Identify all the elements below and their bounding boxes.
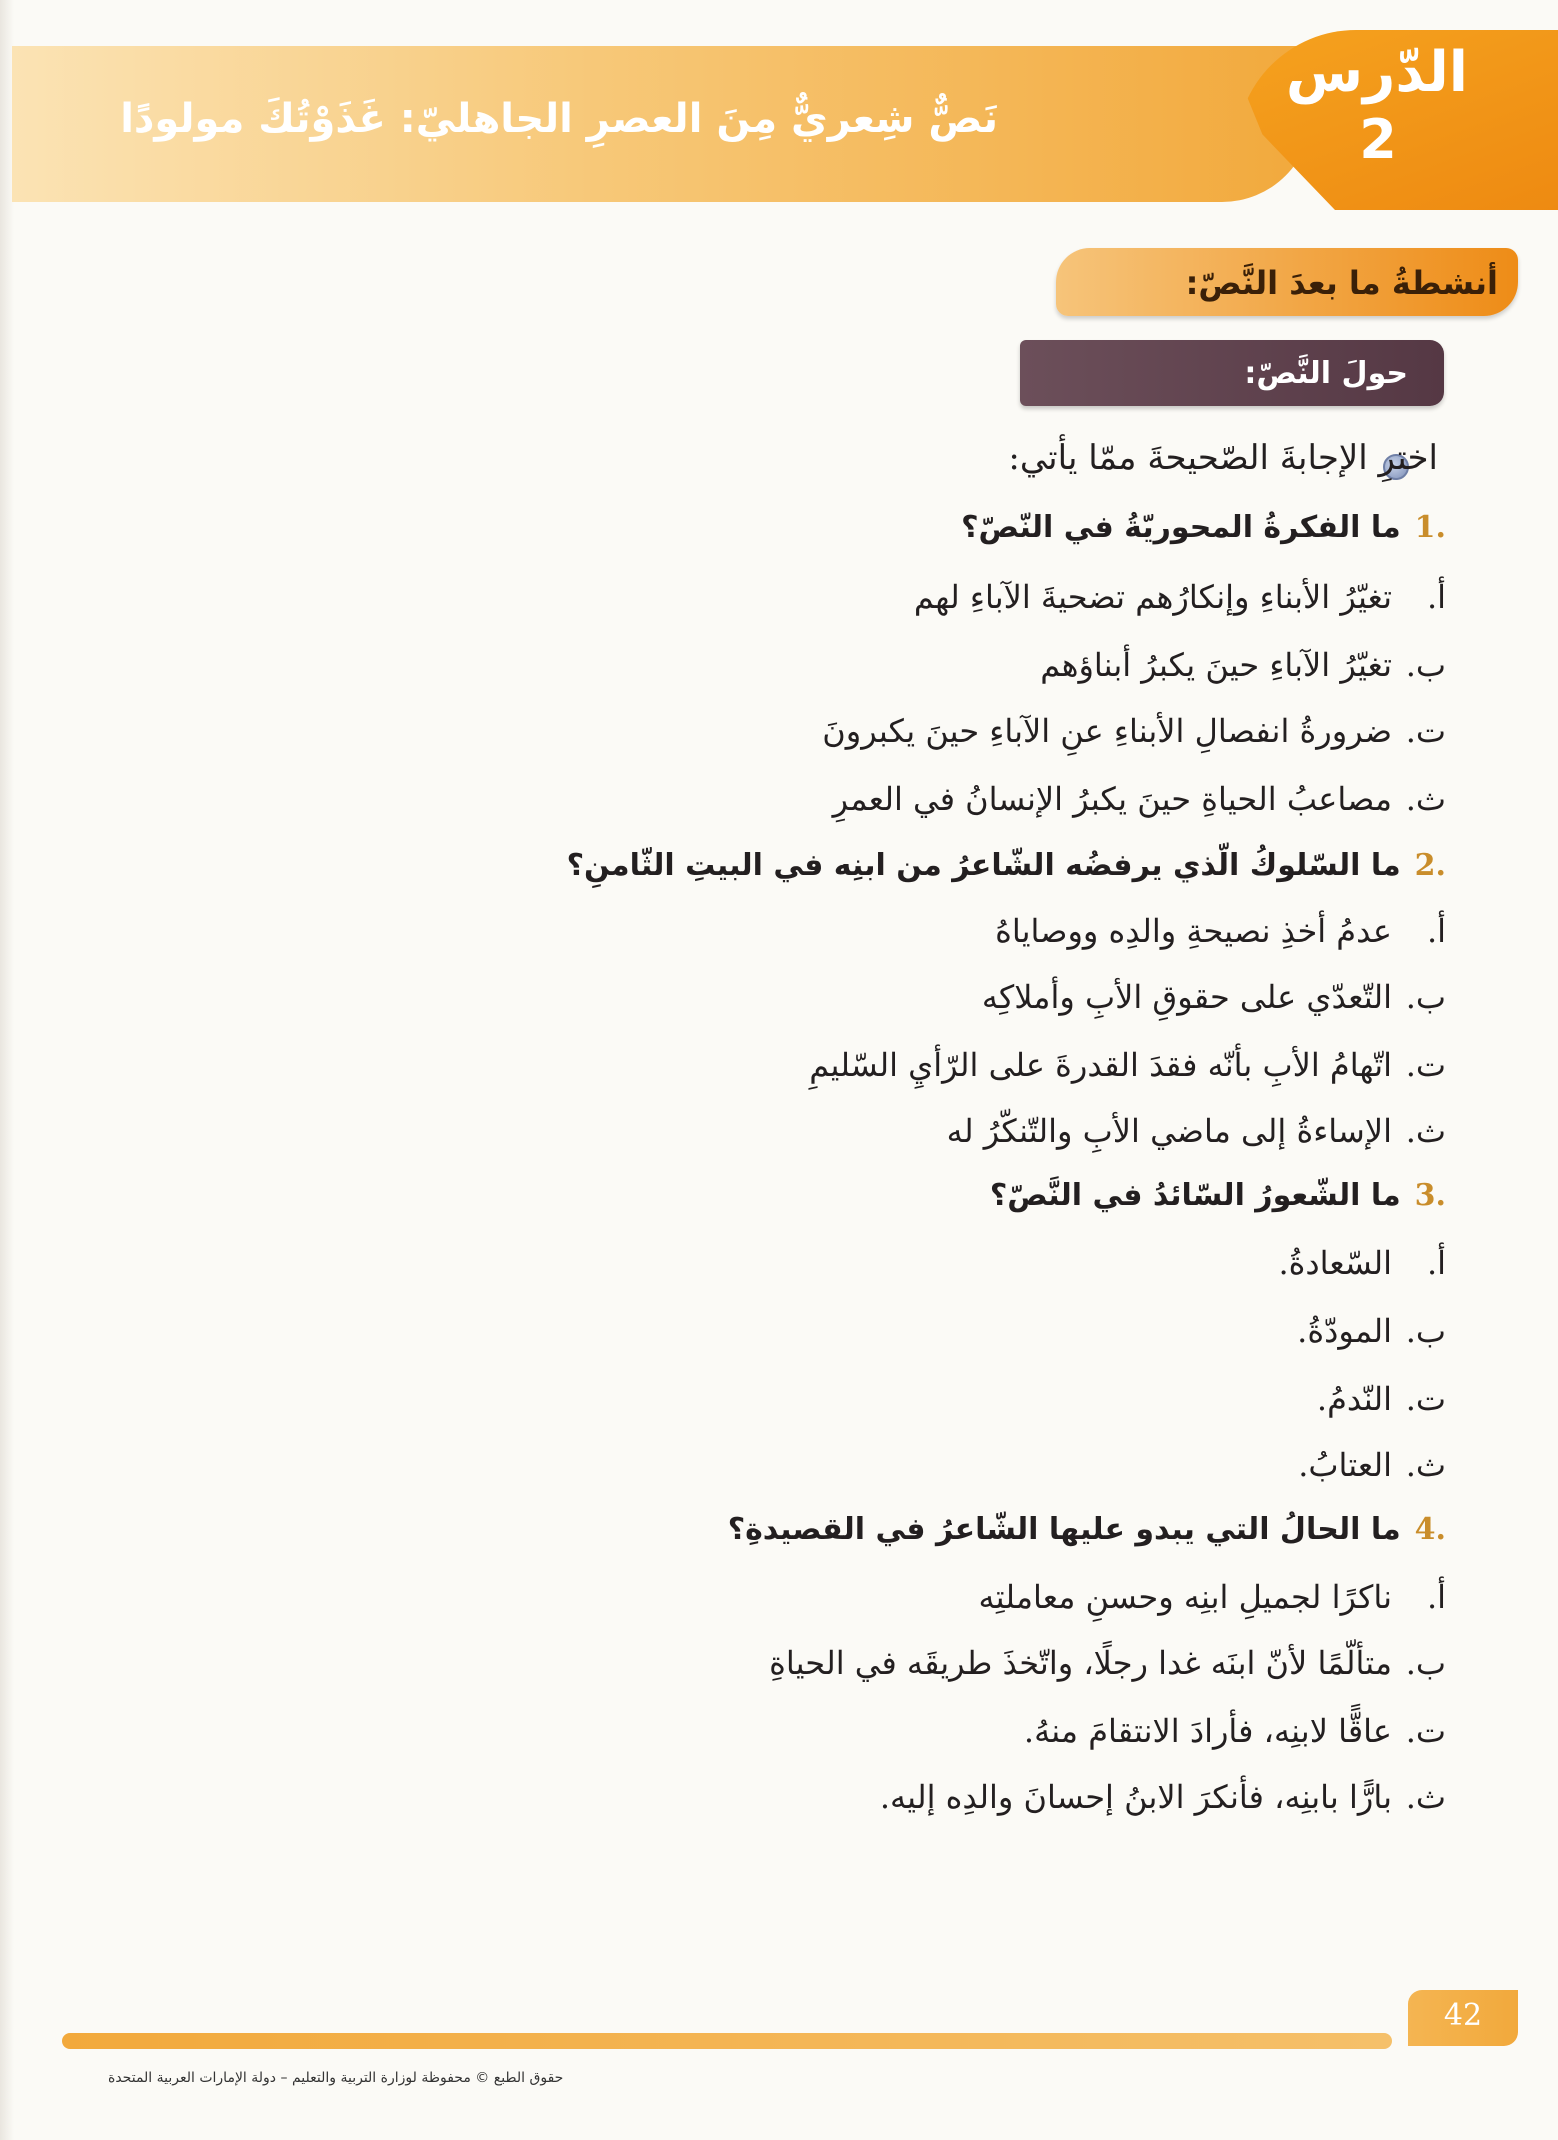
option-text: العتابُ.: [1298, 1446, 1392, 1484]
question-text: ما الحالُ التي يبدو عليها الشّاعرُ في القصيدةِ؟: [727, 1512, 1401, 1547]
option: [982, 978, 1446, 1016]
option: [809, 1046, 1446, 1084]
option-text: الإساءةُ إلى ماضي الأبِ والتّنكّرُ له: [946, 1112, 1392, 1150]
section-title: أنشطةُ ما بعدَ النَّصّ:: [1185, 264, 1498, 302]
question-4: [728, 1512, 1446, 1547]
question-1: [961, 510, 1446, 545]
option-text: مصاعبُ الحياةِ حينَ يكبرُ الإنسانُ في العمرِ: [832, 780, 1392, 818]
option-letter: ب.: [1405, 1644, 1446, 1682]
option-letter: ت.: [1405, 1046, 1446, 1084]
question-2: [567, 848, 1446, 883]
option: [914, 578, 1446, 616]
option: [1040, 646, 1446, 684]
question-text: ما الفكرةُ المحوريّةُ في النّصّ؟: [961, 510, 1401, 545]
option-text: النّدمُ.: [1316, 1380, 1392, 1418]
question-number: .3: [1414, 1178, 1446, 1213]
option-text: عاقًّا لابنِه، فأرادَ الانتقامَ منهُ.: [1023, 1712, 1392, 1750]
footer-rule: [62, 2033, 1392, 2049]
option-letter: أ.: [1426, 578, 1446, 616]
option: [947, 1112, 1446, 1150]
option: [1298, 1446, 1446, 1484]
option-text: تغيّرُ الأبناءِ وإنكارُهم تضحيةَ الآباءِ لهم: [913, 578, 1392, 616]
option-letter: ت.: [1405, 1712, 1446, 1750]
option-letter: ث.: [1405, 780, 1446, 818]
option-letter: ت.: [1405, 1380, 1446, 1418]
question-text: ما الشّعورُ السّائدُ في النَّصّ؟: [989, 1178, 1401, 1213]
question-text: ما السّلوكُ الّذي يرفضُه الشّاعرُ من ابنِه في البيتِ الثّامنِ؟: [566, 848, 1401, 883]
option: [995, 912, 1446, 950]
option: [978, 1578, 1446, 1616]
option: [1278, 1244, 1446, 1282]
option-text: ناكرًا لجميلِ ابنِه وحسنِ معاملتِه: [978, 1578, 1392, 1616]
lesson-word: الدّرس: [1285, 40, 1468, 105]
option: [769, 1644, 1446, 1682]
instruction: اخترِ الإجابةَ الصّحيحةَ ممّا يأتي:: [1008, 438, 1438, 478]
option-text: متألّمًا لأنّ ابنَه غدا رجلًا، واتّخذَ طريقَه في الحياةِ: [769, 1644, 1392, 1682]
option-letter: ب.: [1405, 1312, 1446, 1350]
option: [1024, 1712, 1446, 1750]
lesson-number: 2: [1359, 108, 1397, 171]
lesson-title: نَصٌّ شِعريٌّ مِنَ العصرِ الجاهليّ: غَذَوْتُكَ مولودًا: [120, 96, 998, 142]
option-letter: ب.: [1405, 646, 1446, 684]
option: [833, 780, 1446, 818]
option-text: السّعادةُ.: [1278, 1244, 1392, 1282]
option-text: تغيّرُ الآباءِ حينَ يكبرُ أبناؤهم: [1040, 646, 1392, 684]
option-letter: ث.: [1405, 1446, 1446, 1484]
option-text: عدمُ أخذِ نصيحةِ والدِه ووصاياهُ: [995, 912, 1392, 950]
option-letter: ب.: [1405, 978, 1446, 1016]
option-letter: ت.: [1405, 712, 1446, 750]
option-text: المودّةُ.: [1297, 1312, 1392, 1350]
copyright-notice: حقوق الطبع © محفوظة لوزارة التربية والتعليم – دولة الإمارات العربية المتحدة: [108, 2070, 564, 2086]
option: [880, 1778, 1446, 1816]
question-number: .1: [1414, 510, 1446, 545]
option-letter: أ.: [1426, 1578, 1446, 1616]
option-letter: ث.: [1405, 1778, 1446, 1816]
option-letter: أ.: [1426, 912, 1446, 950]
option-text: بارًّا بابنِه، فأنكرَ الابنُ إحسانَ والدِه إليه.: [879, 1778, 1392, 1816]
page-number: 42: [1443, 1998, 1483, 2033]
page-edge: [0, 0, 14, 2140]
option-letter: أ.: [1426, 1244, 1446, 1282]
subsection-title: حولَ النَّصّ:: [1244, 356, 1408, 391]
option-text: ضرورةُ انفصالِ الأبناءِ عنِ الآباءِ حينَ يكبرونَ: [822, 712, 1392, 750]
option: [822, 712, 1446, 750]
option-text: اتّهامُ الأبِ بأنّه فقدَ القدرةَ على الرّأيِ السّليمِ: [809, 1046, 1392, 1084]
option: [1297, 1312, 1446, 1350]
question-number: .2: [1414, 848, 1446, 883]
option-text: التّعدّي على حقوقِ الأبِ وأملاكِه: [981, 978, 1392, 1016]
option: [1317, 1380, 1446, 1418]
option-letter: ث.: [1405, 1112, 1446, 1150]
question-3: [990, 1178, 1446, 1213]
question-number: .4: [1414, 1512, 1446, 1547]
